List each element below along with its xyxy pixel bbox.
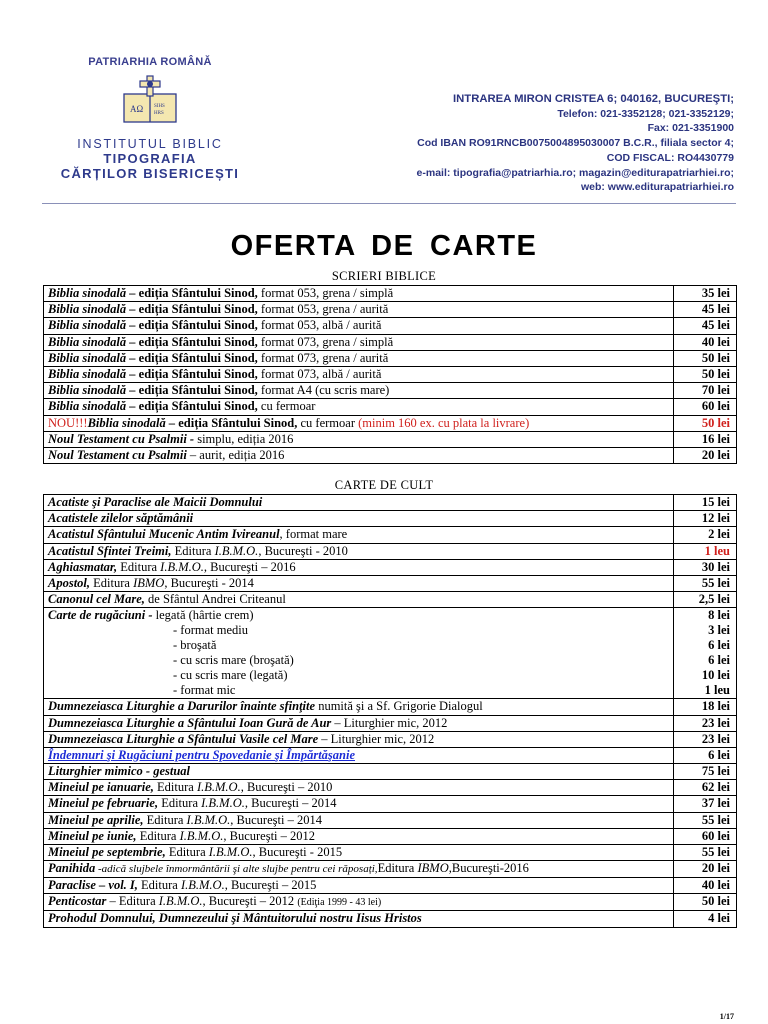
table-row: Mineiul pe septembrie, Editura I.B.M.O., Bucureşti - 2015 55 lei	[44, 845, 737, 861]
price: 50 lei	[674, 415, 737, 431]
table-row: Mineiul pe iunie, Editura I.B.M.O., Bucureşti – 2012 60 lei	[44, 828, 737, 844]
contact-email[interactable]: e-mail: tipografia@patriarhia.ro; magazin@editurapatriarhiei.ro;	[416, 166, 734, 179]
price: 2 lei	[674, 527, 737, 543]
table-row: Prohodul Domnului, Dumnezeului şi Mântuitorului nostru Iisus Hristos 4 lei	[44, 911, 737, 927]
table-biblice	[43, 285, 737, 464]
table-row-rugaciuni: Carte de rugăciuni - legată (hârtie crem) - format mediu - broşată - cu scris mare (broşată) - cu scris mare (legată) - format mic 8 lei 3 lei 6 lei 6 lei 10 lei 1 leu	[44, 608, 737, 699]
table-row: Acatiste şi Paraclise ale Maicii Domnului 15 lei	[44, 495, 737, 511]
spovedanie-link[interactable]: Îndemnuri şi Rugăciuni pentru Spovedanie şi Împărtăşanie	[48, 747, 356, 762]
table-row: Acatistul Sfintei Treimi, Editura I.B.M.O., Bucureşti - 2010 1 leu	[44, 543, 737, 559]
price: 62 lei	[674, 780, 737, 796]
price: 60 lei	[674, 399, 737, 415]
table-row: Biblia sinodală – ediția Sfântului Sinod, cu fermoar 60 lei	[44, 399, 737, 415]
table-row: Biblia sinodală – ediția Sfântului Sinod, format 053, albă / aurită 45 lei	[44, 318, 737, 334]
table-row: Mineiul pe februarie, Editura I.B.M.O., Bucureşti – 2014 37 lei	[44, 796, 737, 812]
table-cult	[43, 494, 737, 928]
table-row: Apostol, Editura IBMO, Bucureşti - 2014 55 lei	[44, 575, 737, 591]
nou-badge: NOU!!!	[48, 415, 88, 430]
table-row: Acatistele zilelor săptămânii 12 lei	[44, 511, 737, 527]
price: 40 lei	[674, 878, 737, 894]
price: 35 lei	[674, 286, 737, 302]
table-row: Biblia sinodală – ediția Sfântului Sinod, format 073, albă / aurită 50 lei	[44, 366, 737, 382]
page-number: 1/17	[719, 1012, 734, 1021]
price: 2,5 lei	[674, 592, 737, 608]
table-row-nou: NOU!!!Biblia sinodală – ediția Sfântului Sinod, cu fermoar (minim 160 ex. cu plata la livrare) 50 lei	[44, 415, 737, 431]
table-row: Liturghier mimico - gestual 75 lei	[44, 764, 737, 780]
contact-address: INTRAREA MIRON CRISTEA 6; 040162, BUCUREŞTI;	[453, 93, 734, 105]
price: 55 lei	[674, 812, 737, 828]
contact-fax: Fax: 021-3351900	[647, 122, 734, 135]
logo-line-institut: INSTITUTUL BIBLIC	[77, 137, 223, 151]
svg-text:SIHS: SIHS	[154, 104, 165, 109]
contact-phone: Telefon: 021-3352128; 021-3352129;	[557, 107, 734, 120]
table-row: Mineiul pe aprilie, Editura I.B.M.O., Bucureşti – 2014 55 lei	[44, 812, 737, 828]
page-title: OFERTA DE CARTE	[230, 230, 538, 262]
table-row: Penticostar – Editura I.B.M.O., Bucureşti – 2012 (Ediţia 1999 - 43 lei) 50 lei	[44, 894, 737, 911]
section-title-cult: CARTE DE CULT	[334, 478, 434, 492]
table-row: Panihida -adică slujbele înmormântării şi alte slujbe pentru cei răposați,Editura IBMO,Bucureşti-2016 20 lei	[44, 861, 737, 878]
table-row: Mineiul pe ianuarie, Editura I.B.M.O., Bucureşti – 2010 62 lei	[44, 780, 737, 796]
bible-cross-emblem-icon	[120, 74, 180, 126]
price: 30 lei	[674, 559, 737, 575]
table-row: Canonul cel Mare, de Sfântul Andrei Criteanul 2,5 lei	[44, 592, 737, 608]
svg-text:HRS: HRS	[154, 111, 164, 116]
price: 1 leu	[674, 543, 737, 559]
price: 15 lei	[674, 495, 737, 511]
table-row: Biblia sinodală – ediția Sfântului Sinod, format 073, grena / aurită 50 lei	[44, 350, 737, 366]
section-title-biblice: SCRIERI BIBLICE	[331, 269, 437, 283]
table-row: Dumnezeiasca Liturghie a Sfântului Ioan Gură de Aur – Liturghier mic, 2012 23 lei	[44, 715, 737, 731]
logo-patriarhia: PATRIARHIA ROMÂNĂ	[88, 56, 212, 68]
contact-block	[417, 92, 734, 195]
contact-iban: Cod IBAN RO91RNCB0075004895030007 B.C.R., filiala sector 4;	[417, 137, 734, 150]
price: 18 lei	[674, 699, 737, 715]
price: 40 lei	[674, 334, 737, 350]
price: 50 lei	[674, 350, 737, 366]
header-divider	[42, 203, 736, 204]
price: 55 lei	[674, 845, 737, 861]
price: 75 lei	[674, 764, 737, 780]
table-row: Biblia sinodală – ediția Sfântului Sinod, format 053, grena / aurită 45 lei	[44, 302, 737, 318]
price: 20 lei	[674, 447, 737, 463]
table-row: Biblia sinodală – ediția Sfântului Sinod, format 073, grena / simplă 40 lei	[44, 334, 737, 350]
price: 23 lei	[674, 715, 737, 731]
price: 23 lei	[674, 731, 737, 747]
price: 20 lei	[674, 861, 737, 878]
price: 37 lei	[674, 796, 737, 812]
price: 45 lei	[674, 302, 737, 318]
table-row: Aghiasmatar, Editura I.B.M.O., Bucureşti – 2016 30 lei	[44, 559, 737, 575]
table-row: Dumnezeiasca Liturghie a Darurilor înainte sfinţite numită şi a Sf. Grigorie Dialogul 18 lei	[44, 699, 737, 715]
price: 12 lei	[674, 511, 737, 527]
table-row: Biblia sinodală – ediția Sfântului Sinod, format A4 (cu scris mare) 70 lei	[44, 383, 737, 399]
price: 55 lei	[674, 575, 737, 591]
price: 50 lei	[674, 366, 737, 382]
table-row	[44, 747, 737, 763]
table-row: Acatistul Sfântului Mucenic Antim Ivireanul, format mare 2 lei	[44, 527, 737, 543]
table-row: Noul Testament cu Psalmii - simplu, ediția 2016 16 lei	[44, 431, 737, 447]
price: 70 lei	[674, 383, 737, 399]
publisher-logo	[60, 56, 240, 181]
price: 4 lei	[674, 911, 737, 927]
nou-note: (minim 160 ex. cu plata la livrare)	[358, 415, 530, 430]
price: 50 lei	[674, 894, 737, 911]
table-row: Biblia sinodală – ediția Sfântului Sinod, format 053, grena / simplă 35 lei	[44, 286, 737, 302]
table-row: Paraclise – vol. I, Editura I.B.M.O., Bucureşti – 2015 40 lei	[44, 878, 737, 894]
price: 45 lei	[674, 318, 737, 334]
price: 8 lei 3 lei 6 lei 6 lei 10 lei 1 leu	[674, 608, 737, 699]
price: 6 lei	[674, 747, 737, 763]
table-row: Noul Testament cu Psalmii – aurit, ediția 2016 20 lei	[44, 447, 737, 463]
price: 60 lei	[674, 828, 737, 844]
price: 16 lei	[674, 431, 737, 447]
contact-fiscal: COD FISCAL: RO4430779	[606, 151, 734, 164]
contact-web[interactable]: web: www.editurapatriarhiei.ro	[580, 181, 734, 194]
svg-text:AΩ: AΩ	[130, 104, 144, 114]
logo-line-carti: CĂRȚILOR BISERICEȘTI	[60, 166, 240, 181]
table-row: Dumnezeiasca Liturghie a Sfântului Vasile cel Mare – Liturghier mic, 2012 23 lei	[44, 731, 737, 747]
logo-line-tipografia: TIPOGRAFIA	[103, 151, 197, 166]
